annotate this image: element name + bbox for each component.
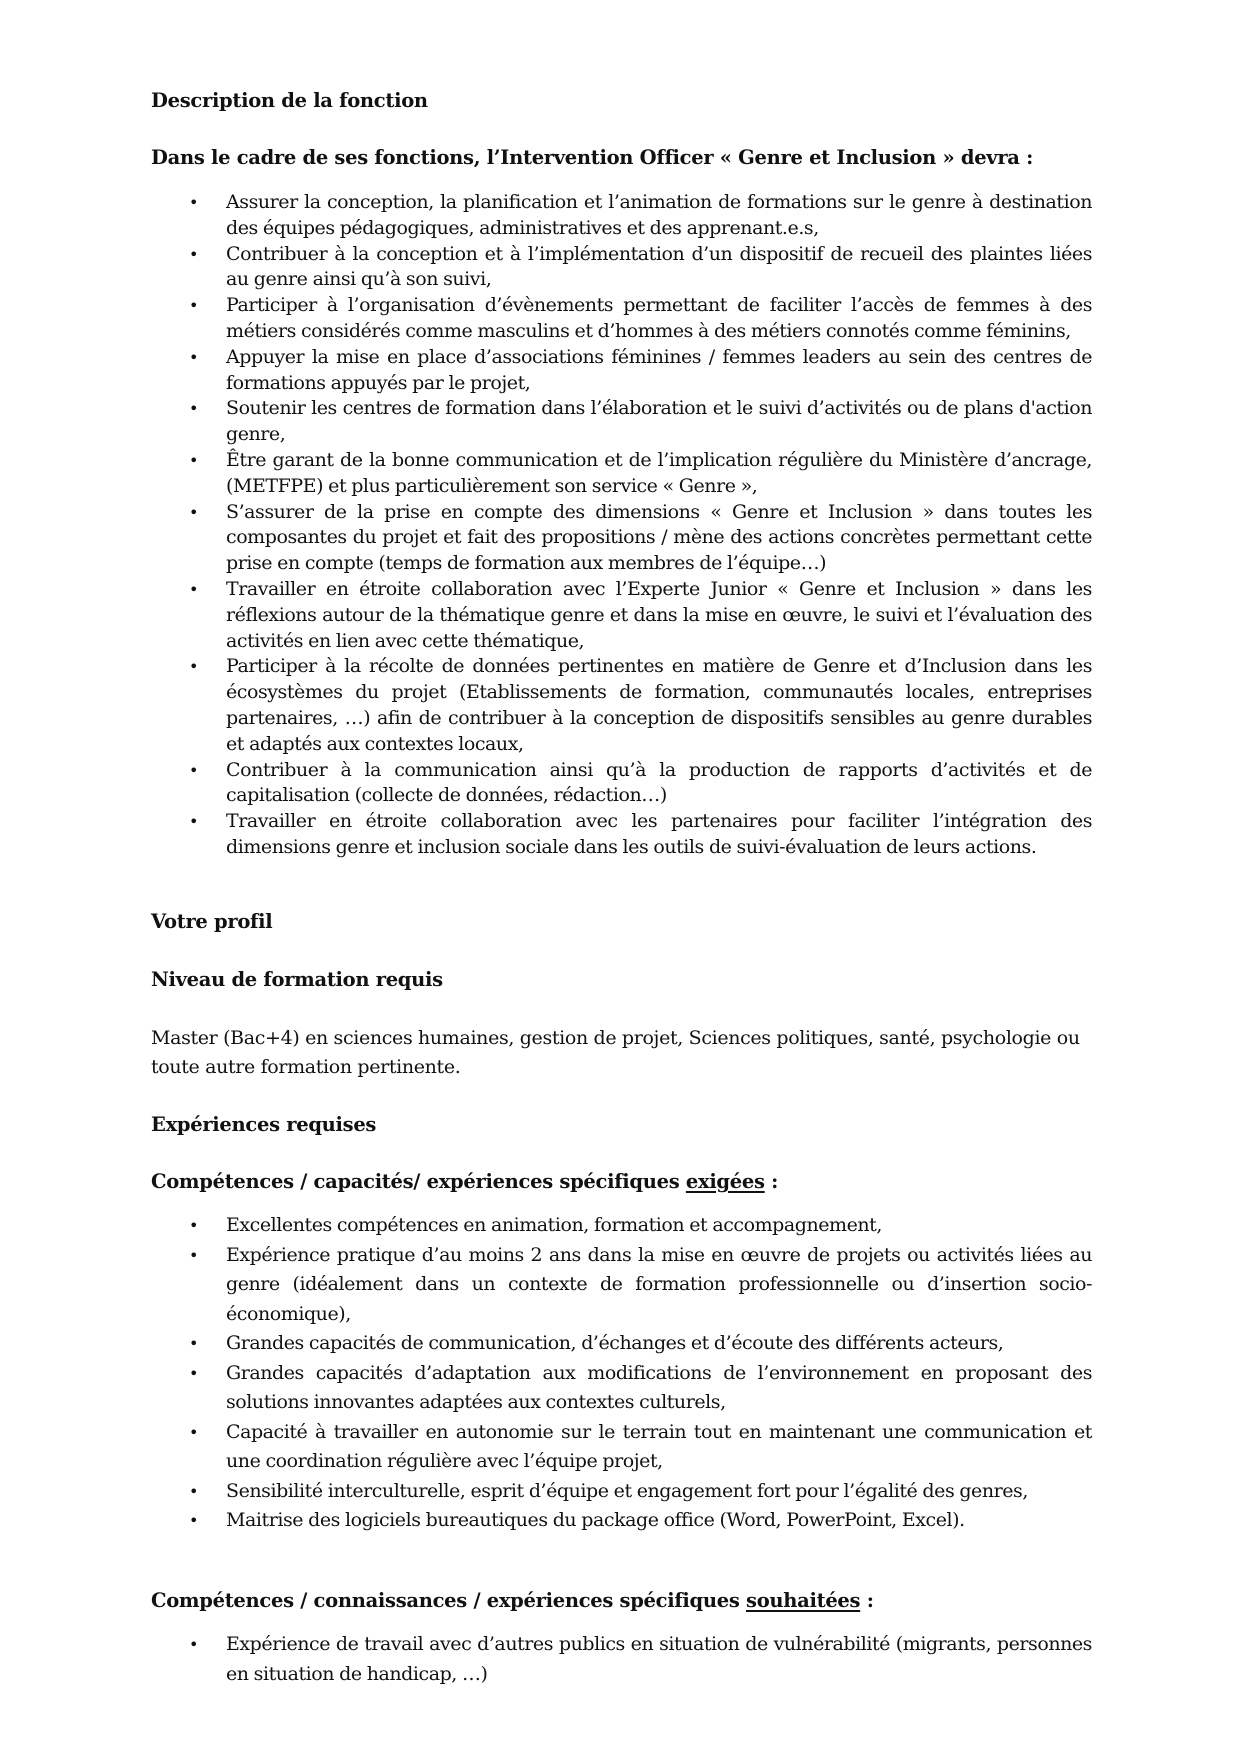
bullet-icon: • xyxy=(189,1422,198,1442)
list-item: • Expérience pratique d’au moins 2 ans dans la mise en œuvre de projets ou activités liées au genre (idéalement dans un contexte de formation professionnelle ou d’insertion socio-économique), xyxy=(151,1241,1092,1330)
list-item: • Grandes capacités d’adaptation aux modifications de l’environnement en proposant des solutions innovantes adaptées aux contextes culturels, xyxy=(151,1359,1092,1418)
list-item: • Participer à l’organisation d’évènements permettant de faciliter l’accès de femmes à des métiers considérés comme masculins et d’hommes à des métiers connotés comme féminins, xyxy=(189,294,1092,342)
heading-profile: Votre profil xyxy=(151,910,273,933)
list-item: • Appuyer la mise en place d’associations féminines / femmes leaders au sein des centres de formations appuyés par le projet, xyxy=(189,345,1092,394)
heading-description: Description de la fonction xyxy=(151,89,428,112)
heading-intro: Dans le cadre de ses fonctions, l’Intervention Officer « Genre et Inclusion » devra : xyxy=(151,146,1034,169)
list-item: • Capacité à travailler en autonomie sur le terrain tout en maintenant une communication et une coordination régulière avec l’équipe projet, xyxy=(151,1418,1092,1477)
desired-skills-list xyxy=(151,1630,1092,1689)
list-item: • Grandes capacités de communication, d’échanges et d’écoute des différents acteurs, xyxy=(151,1329,1092,1359)
heading-desired-skills: Compétences / connaissances / expériences spécifiques souhaitées : xyxy=(151,1589,874,1612)
list-item: • Participer à la récolte de données pertinentes en matière de Genre et d’Inclusion dans les écosystèmes du projet (Etablissements de formation, communautés locales, entreprises partenaires, …) afin de contribuer à la conception de dispositifs sensibles au genre durables et adaptés aux contextes locaux, xyxy=(189,655,1092,755)
bullet-icon: • xyxy=(189,193,198,212)
list-item: • Être garant de la bonne communication et de l’implication régulière du Ministère d’ancrage, (METFPE) et plus particulièrement son service « Genre », xyxy=(189,448,1092,497)
required-skills-list xyxy=(151,1211,1092,1536)
bullet-icon: • xyxy=(189,244,198,264)
list-item: • Travailler en étroite collaboration avec l’Experte Junior « Genre et Inclusion » dans les réflexions autour de la thématique genre et dans la mise en œuvre, le suivi et l’évaluation des activités en lien avec cette thématique, xyxy=(189,577,1092,652)
bullet-icon: • xyxy=(189,1511,198,1530)
list-item: • Contribuer à la conception et à l’implémentation d’un dispositif de recueil des plaintes liées au genre ainsi qu’à son suivi, xyxy=(189,242,1092,291)
education-paragraph: Master (Bac+4) en sciences humaines, gestion de projet, Sciences politiques, santé, psychologie ou toute autre formation pertinente. xyxy=(151,1027,1080,1078)
bullet-icon: • xyxy=(189,296,198,316)
list-item: • Travailler en étroite collaboration avec les partenaires pour faciliter l’intégration des dimensions genre et inclusion sociale dans les outils de suivi-évaluation de leurs actions. xyxy=(189,810,1092,858)
heading-required-skills: Compétences / capacités/ expériences spécifiques exigées : xyxy=(151,1170,779,1193)
bullet-icon: • xyxy=(189,347,198,367)
bullet-icon: • xyxy=(189,579,198,599)
underlined-required: exigées xyxy=(685,1170,765,1193)
bullet-icon: • xyxy=(189,1635,198,1654)
bullet-icon: • xyxy=(189,1245,198,1265)
bullet-icon: • xyxy=(189,657,198,677)
bullet-icon: • xyxy=(189,399,198,419)
list-item: • Maitrise des logiciels bureautiques du package office (Word, PowerPoint, Excel). xyxy=(151,1506,1092,1536)
bullet-icon: • xyxy=(189,1334,198,1353)
bullet-icon: • xyxy=(189,1216,198,1235)
heading-experience: Expériences requises xyxy=(151,1113,377,1136)
list-item: • Sensibilité interculturelle, esprit d’équipe et engagement fort pour l’égalité des genres, xyxy=(151,1477,1092,1507)
responsibilities-list xyxy=(151,190,1092,861)
bullet-icon: • xyxy=(189,1363,198,1383)
list-item: • Assurer la conception, la planification et l’animation de formations sur le genre à destination des équipes pédagogiques, administratives et des apprenant.e.s, xyxy=(189,191,1092,239)
bullet-icon: • xyxy=(189,1481,198,1501)
list-item: • Contribuer à la communication ainsi qu’à la production de rapports d’activités et de capitalisation (collecte de données, rédaction…) xyxy=(189,758,1092,807)
list-item: • Excellentes compétences en animation, formation et accompagnement, xyxy=(151,1211,1092,1241)
bullet-icon: • xyxy=(189,450,198,470)
list-item: • S’assurer de la prise en compte des dimensions « Genre et Inclusion » dans toutes les composantes du projet et fait des propositions / mène des actions concrètes permettant cette prise en compte (temps de formation aux membres de l’équipe…) xyxy=(189,500,1092,575)
bullet-icon: • xyxy=(189,760,198,780)
list-item: • Expérience de travail avec d’autres publics en situation de vulnérabilité (migrants, personnes en situation de handicap, …) xyxy=(151,1630,1092,1689)
list-item: • Soutenir les centres de formation dans l’élaboration et le suivi d’activités ou de plans d'action genre, xyxy=(189,397,1092,446)
heading-education: Niveau de formation requis xyxy=(151,968,443,991)
bullet-icon: • xyxy=(189,812,198,832)
underlined-desired: souhaitées xyxy=(746,1589,861,1612)
bullet-icon: • xyxy=(189,502,198,522)
